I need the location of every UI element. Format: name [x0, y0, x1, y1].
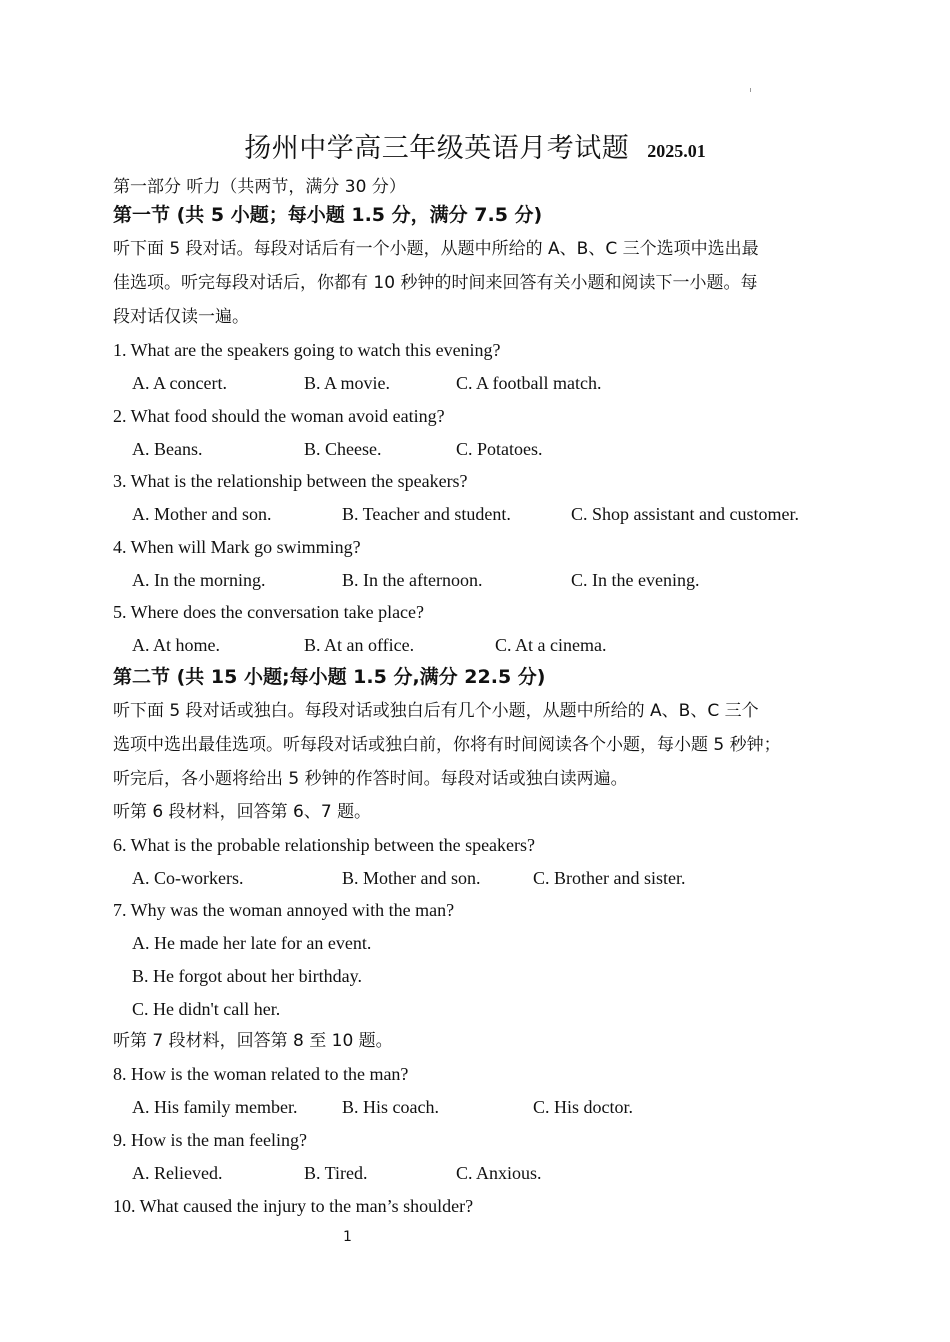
option-c: C. Anxious.	[456, 1163, 542, 1183]
option-b: B. Teacher and student.	[342, 504, 511, 524]
option-c: C. Shop assistant and customer.	[571, 504, 799, 524]
option-c: C. At a cinema.	[495, 635, 607, 655]
option-b: B. Mother and son.	[342, 868, 481, 888]
page-title: 扬州中学高三年级英语月考试题	[244, 133, 630, 164]
option-c: C. His doctor.	[533, 1097, 634, 1117]
material-heading: 听第 7 段材料，回答第 8 至 10 题。	[113, 1031, 393, 1051]
option-a: A. At home.	[132, 635, 220, 655]
scan-mark	[750, 88, 751, 92]
section1-instruction-line: 佳选项。听完每段对话后，你都有 10 秒钟的时间来回答有关小题和阅读下一小题。每	[113, 273, 758, 293]
option-a: A. A concert.	[132, 373, 227, 393]
option-b: B. Tired.	[304, 1163, 368, 1183]
option-a: A. Relieved.	[132, 1163, 223, 1183]
section1-instruction-line: 段对话仅读一遍。	[113, 307, 249, 327]
material-heading: 听第 6 段材料，回答第 6、7 题。	[113, 802, 372, 822]
option-a: A. In the morning.	[132, 570, 266, 590]
section2-heading: 第二节 (共 15 小题;每小题 1.5 分,满分 22.5 分)	[113, 666, 546, 688]
option-c: C. He didn't call her.	[132, 999, 281, 1019]
question-stem: 2. What food should the woman avoid eating?	[113, 406, 445, 426]
option-c: C. Potatoes.	[456, 439, 543, 459]
question-stem: 7. Why was the woman annoyed with the man?	[113, 900, 455, 920]
option-a: A. Beans.	[132, 439, 203, 459]
section2-instruction-line: 听完后，各小题将给出 5 秒钟的作答时间。每段对话或独白读两遍。	[113, 769, 628, 789]
section2-instruction-line: 听下面 5 段对话或独白。每段对话或独白后有几个小题，从题中所给的 A、B、C 三个	[113, 701, 759, 721]
option-b: B. He forgot about her birthday.	[132, 966, 362, 986]
option-c: C. A football match.	[456, 373, 602, 393]
section1-instruction-line: 听下面 5 段对话。每段对话后有一个小题，从题中所给的 A、B、C 三个选项中选出最	[113, 239, 759, 259]
question-stem: 8. How is the woman related to the man?	[113, 1064, 409, 1084]
question-stem: 3. What is the relationship between the speakers?	[113, 471, 468, 491]
question-stem: 10. What caused the injury to the man’s shoulder?	[113, 1196, 474, 1216]
option-b: B. At an office.	[304, 635, 415, 655]
exam-date: 2025.01	[647, 141, 706, 161]
question-stem: 4. When will Mark go swimming?	[113, 537, 361, 557]
option-a: A. Co-workers.	[132, 868, 244, 888]
question-stem: 1. What are the speakers going to watch this evening?	[113, 340, 501, 360]
option-b: B. His coach.	[342, 1097, 439, 1117]
part1-heading: 第一部分 听力（共两节，满分 30 分）	[113, 177, 406, 197]
section1-heading: 第一节 (共 5 小题；每小题 1.5 分，满分 7.5 分)	[113, 204, 543, 226]
section2-instruction-line: 选项中选出最佳选项。听每段对话或独白前，你将有时间阅读各个小题，每小题 5 秒钟；	[113, 735, 781, 755]
page-number: 1	[343, 1229, 352, 1245]
option-b: B. Cheese.	[304, 439, 382, 459]
option-b: B. A movie.	[304, 373, 391, 393]
option-a: A. He made her late for an event.	[132, 933, 372, 953]
option-c: C. In the evening.	[571, 570, 700, 590]
question-stem: 5. Where does the conversation take place?	[113, 602, 425, 622]
question-stem: 9. How is the man feeling?	[113, 1130, 307, 1150]
option-a: A. His family member.	[132, 1097, 298, 1117]
title-row	[0, 126, 950, 165]
option-b: B. In the afternoon.	[342, 570, 483, 590]
question-stem: 6. What is the probable relationship between the speakers?	[113, 835, 536, 855]
option-a: A. Mother and son.	[132, 504, 272, 524]
option-c: C. Brother and sister.	[533, 868, 686, 888]
